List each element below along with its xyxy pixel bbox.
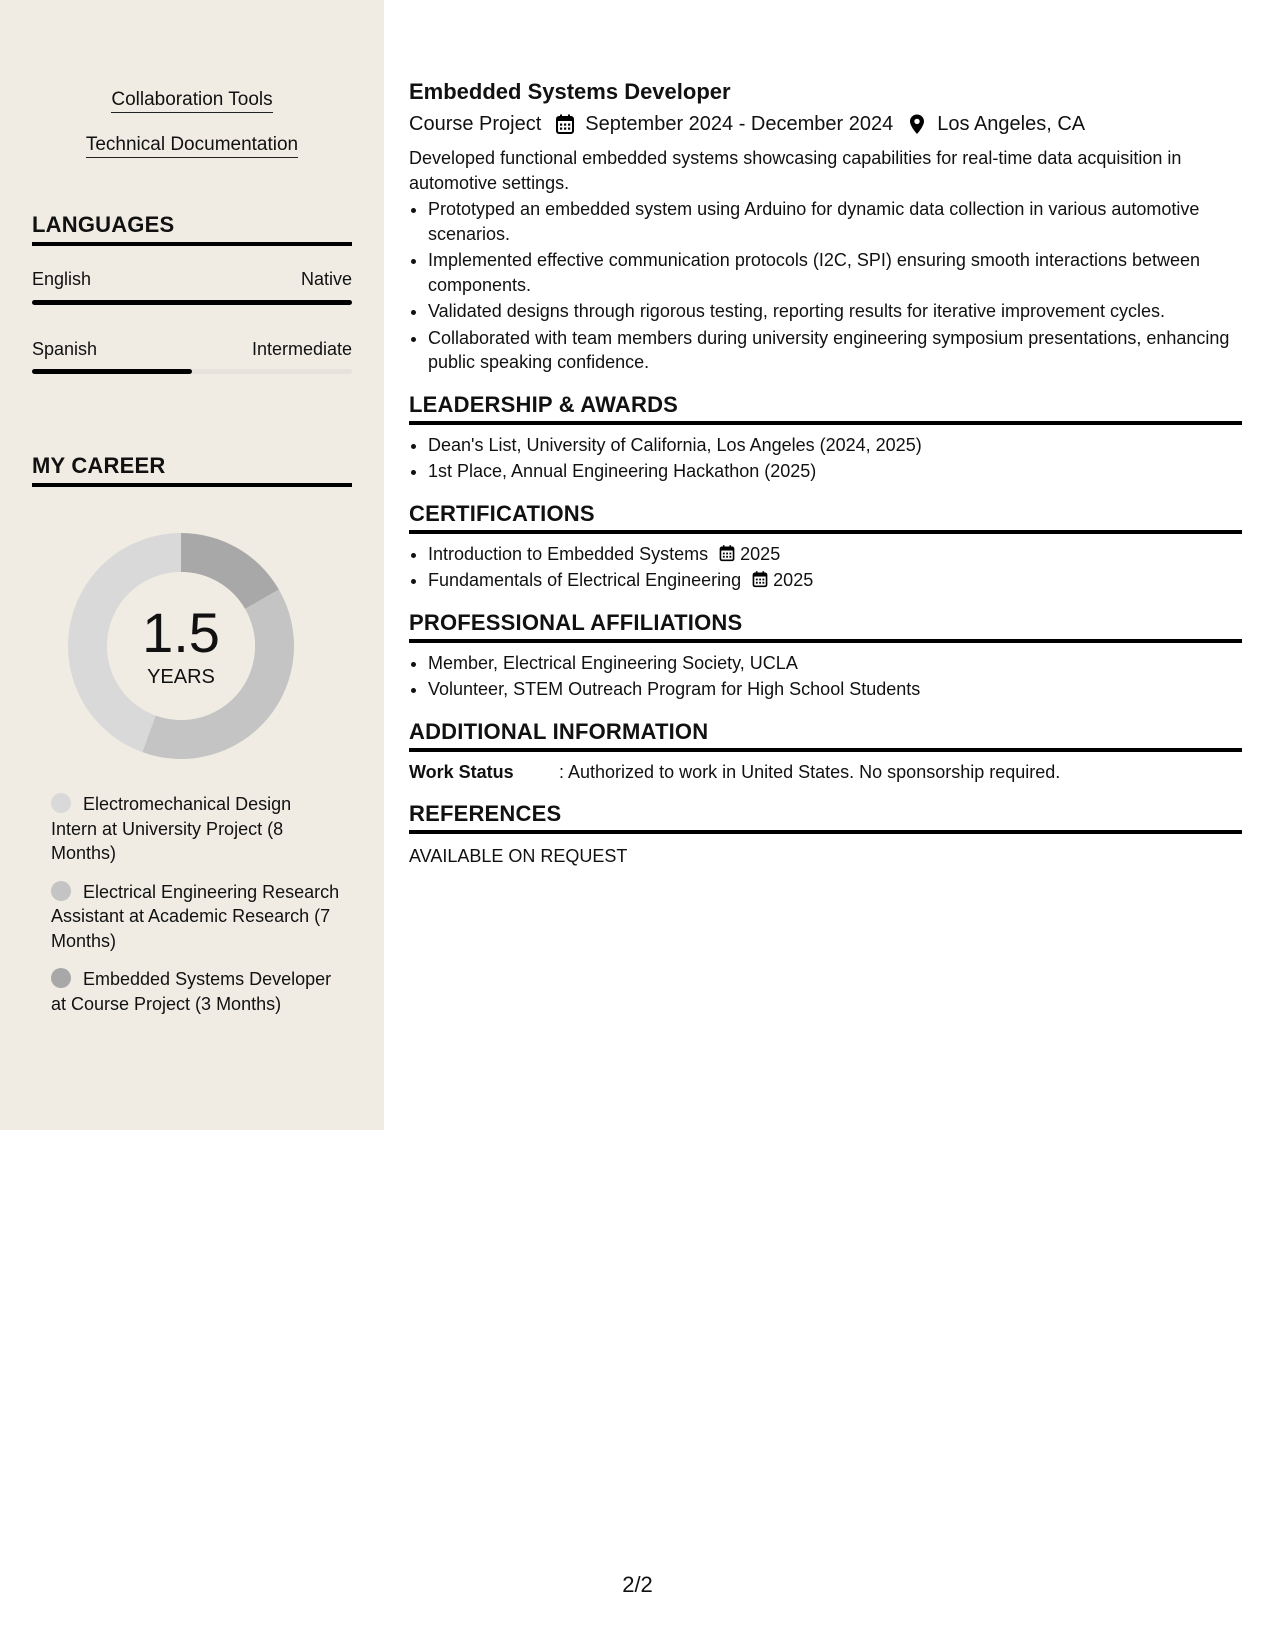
language-level: Intermediate [251, 339, 352, 359]
certifications-heading: CERTIFICATIONS [409, 500, 1242, 534]
list-item: • Dean's List, University of California, Los Angeles (2024, 2025) [428, 433, 1242, 458]
career-total-years: 1.5 [142, 601, 220, 664]
list-item: • Volunteer, STEM Outreach Program for High School Students [428, 677, 1242, 702]
sidebar [0, 0, 384, 1130]
language-level: Native [300, 269, 352, 289]
certification-name: Fundamentals of Electrical Engineering [428, 570, 742, 590]
certification-year: 2025 [740, 543, 781, 564]
language-bar [32, 300, 352, 305]
career-legend-item [51, 792, 341, 866]
certification-year: 2025 [773, 570, 814, 590]
career-years-unit: YEARS [147, 666, 215, 688]
calendar-icon [751, 570, 769, 588]
career-legend [51, 792, 341, 1030]
certification-item [428, 542, 1242, 567]
job-title: Embedded Systems Developer [409, 79, 731, 104]
list-item: • Implemented effective communication protocols (I2C, SPI) ensuring smooth interactions between components. [428, 248, 1242, 297]
legend-dot-icon [51, 968, 71, 988]
job-dates: September 2024 - December 2024 [585, 113, 894, 135]
references-text: AVAILABLE ON REQUEST [409, 845, 628, 866]
career-legend-item [51, 880, 341, 954]
skill-tag [0, 88, 384, 112]
certification-item [428, 568, 1242, 593]
career-legend-item [51, 967, 341, 1016]
list-item: • Validated designs through rigorous testing, reporting results for iterative improvement cycles. [428, 299, 1242, 324]
languages-heading: LANGUAGES [32, 211, 352, 246]
legend-dot-icon [51, 793, 71, 813]
additional-info-heading: ADDITIONAL INFORMATION [409, 718, 1242, 752]
career-donut-chart [65, 530, 297, 762]
skill-tag-label: Collaboration Tools [111, 89, 272, 113]
language-bar-fill [32, 369, 192, 374]
language-bar-fill [32, 300, 352, 305]
career-donut-center [65, 530, 297, 762]
work-status-value: : Authorized to work in United States. No sponsorship required. [559, 761, 1061, 782]
job-company: Course Project [409, 113, 542, 135]
certification-name: Introduction to Embedded Systems [428, 543, 709, 564]
affiliations-heading: PROFESSIONAL AFFILIATIONS [409, 609, 1242, 643]
skill-tag [0, 133, 384, 157]
job-description: Developed functional embedded systems showcasing capabilities for real-time data acquisition in automotive settings. [409, 148, 1182, 193]
job-meta [409, 110, 1242, 138]
location-pin-icon [906, 113, 928, 135]
career-heading: MY CAREER [32, 452, 352, 487]
job-location: Los Angeles, CA [937, 113, 1086, 135]
list-item: • Collaborated with team members during university engineering symposium presentations, enhancing public speaking confidence. [428, 326, 1242, 375]
affiliations-list [409, 651, 1242, 702]
career-legend-label: Embedded Systems Developer at Course Project (3 Months) [51, 969, 332, 1014]
list-item: • Member, Electrical Engineering Society, UCLA [428, 651, 1242, 676]
list-item: • 1st Place, Annual Engineering Hackathon (2025) [428, 459, 1242, 484]
list-item: • Prototyped an embedded system using Arduino for dynamic data collection in various automotive scenarios. [428, 197, 1242, 246]
calendar-icon [718, 544, 736, 562]
language-row [32, 268, 352, 290]
language-bar [32, 369, 352, 374]
calendar-icon [554, 113, 576, 135]
leadership-list [409, 433, 1242, 484]
certifications-list [409, 542, 1242, 593]
work-status-row [409, 760, 1242, 784]
language-name: English [32, 269, 92, 289]
legend-dot-icon [51, 881, 71, 901]
leadership-heading: LEADERSHIP & AWARDS [409, 391, 1242, 425]
career-legend-label: Electromechanical Design Intern at University Project (8 Months) [51, 794, 292, 863]
language-name: Spanish [32, 339, 98, 359]
main-content [409, 78, 1242, 868]
skill-tag-label: Technical Documentation [86, 134, 298, 158]
career-legend-label: Electrical Engineering Research Assistant at Academic Research (7 Months) [51, 881, 340, 951]
page-number: 2/2 [622, 1572, 653, 1597]
job-bullets [409, 197, 1242, 375]
language-row [32, 338, 352, 360]
references-heading: REFERENCES [409, 800, 1242, 834]
work-status-label: Work Status [409, 761, 514, 782]
